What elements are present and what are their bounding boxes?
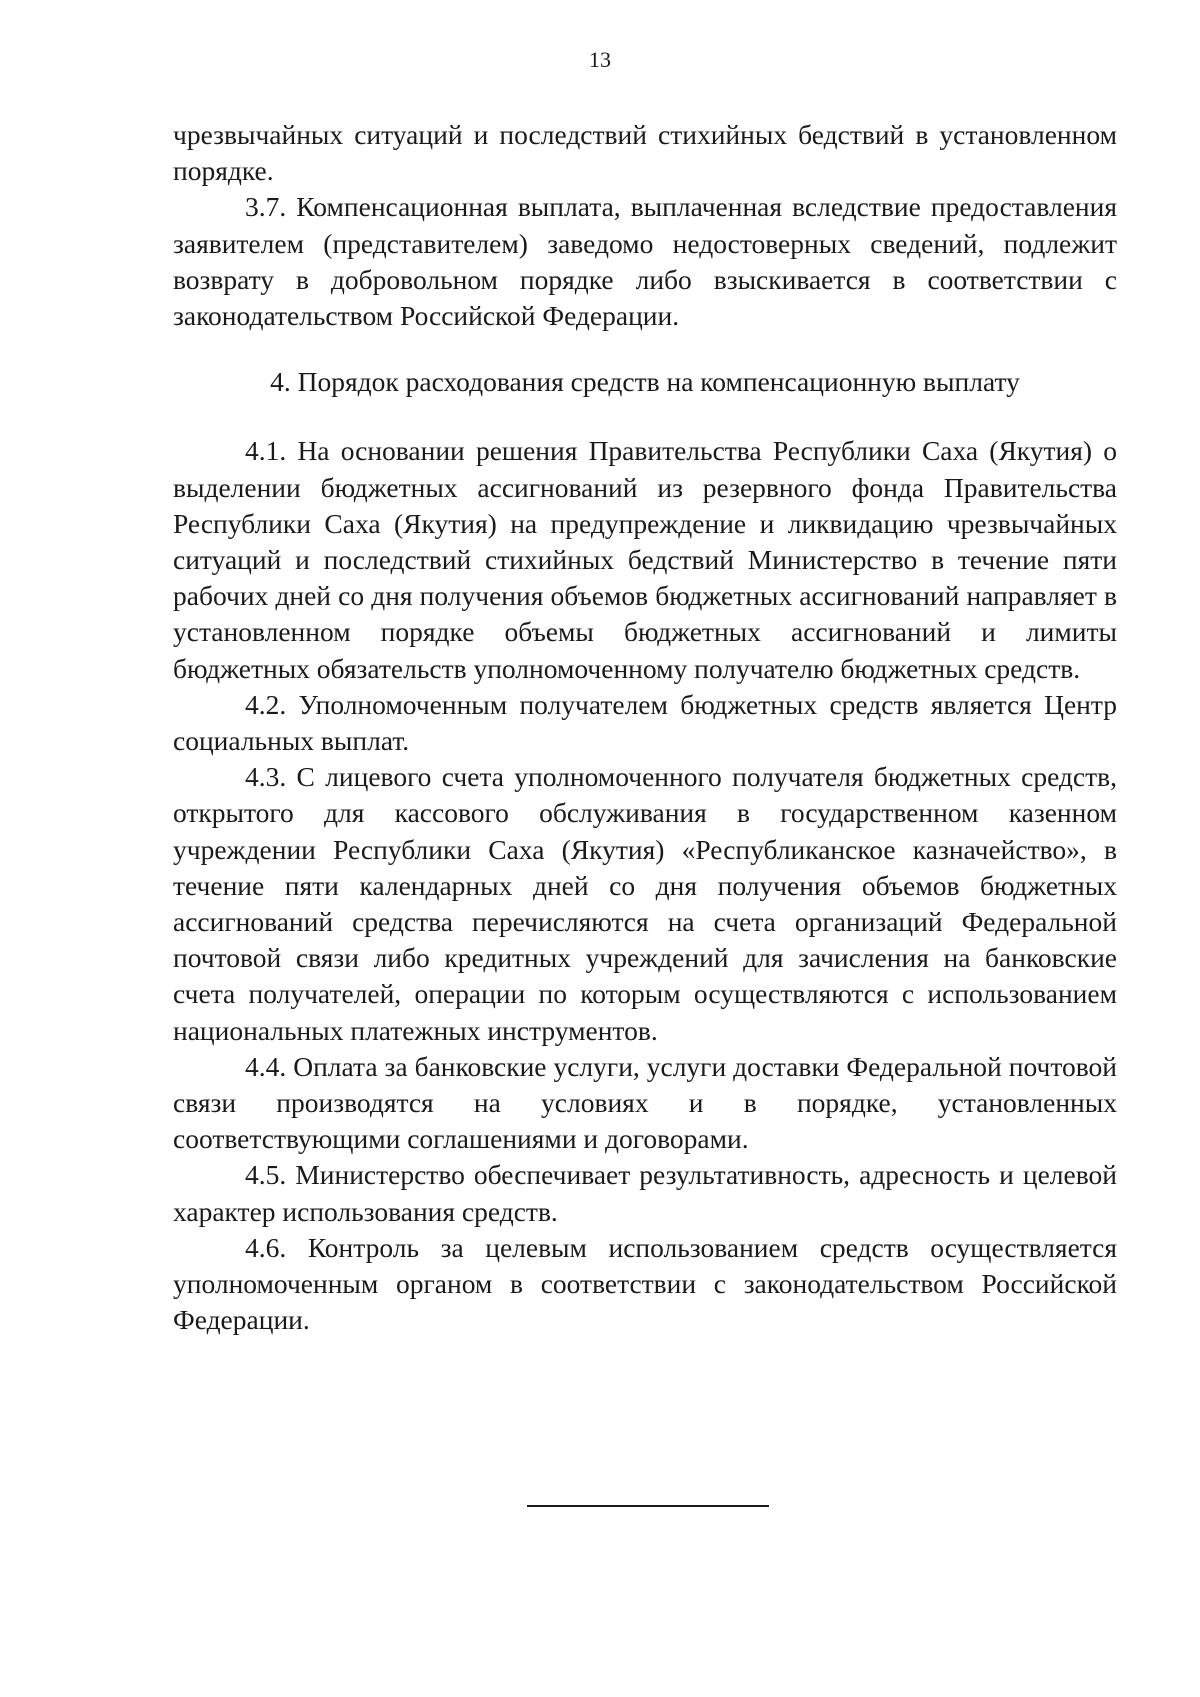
page-number: 13 <box>589 47 611 72</box>
paragraph-4-1: 4.1. На основании решения Правительства Республики Саха (Якутия) о выделении бюджетных ассигнований из резервного фонда Правительства Республики Саха (Якутия) на предупреждение и ликвидацию чрезвычайных ситуаций и последствий стихийных бедствий Министерство в течение пяти рабочих дней со дня получения объемов бюджетных ассигнований направляет в установленном порядке объемы бюджетных ассигнований и лимиты бюджетных обязательств уполномоченному получателю бюджетных средств. <box>173 435 1117 684</box>
document-body <box>173 117 1117 1339</box>
paragraph-continued: чрезвычайных ситуаций и последствий стихийных бедствий в установленном порядке. <box>173 119 1117 187</box>
paragraph-3-7: 3.7. Компенсационная выплата, выплаченная вследствие предоставления заявителем (представителем) заведомо недостоверных сведений, подлежит возврату в добровольном порядке либо взыскивается в соответствии с законодательством Российской Федерации. <box>173 191 1117 332</box>
paragraph-4-5: 4.5. Министерство обеспечивает результативность, адресность и целевой характер использования средств. <box>173 1159 1117 1227</box>
paragraph-4-3: 4.3. С лицевого счета уполномоченного получателя бюджетных средств, открытого для кассового обслуживания в государственном казенном учреждении Республики Саха (Якутия) «Республиканское казначейство», в течение пяти календарных дней со дня получения объемов бюджетных ассигнований средства перечисляются на счета организаций Федеральной почтовой связи либо кредитных учреждений для зачисления на банковские счета получателей, операции по которым осуществляются с использованием национальных платежных инструментов. <box>173 761 1117 1046</box>
closing-divider <box>527 1505 769 1507</box>
paragraph-4-2: 4.2. Уполномоченным получателем бюджетных средств является Центр социальных выплат. <box>173 688 1117 757</box>
section-4-heading: 4. Порядок расходования средств на компенсационную выплату <box>270 366 1020 398</box>
paragraph-4-4: 4.4. Оплата за банковские услуги, услуги доставки Федеральной почтовой связи производятся на условиях и в порядке, установленных соответствующими соглашениями и договорами. <box>173 1050 1117 1155</box>
paragraph-4-6: 4.6. Контроль за целевым использованием средств осуществляется уполномоченным органом в соответствии с законодательством Российской Федерации. <box>173 1231 1117 1336</box>
